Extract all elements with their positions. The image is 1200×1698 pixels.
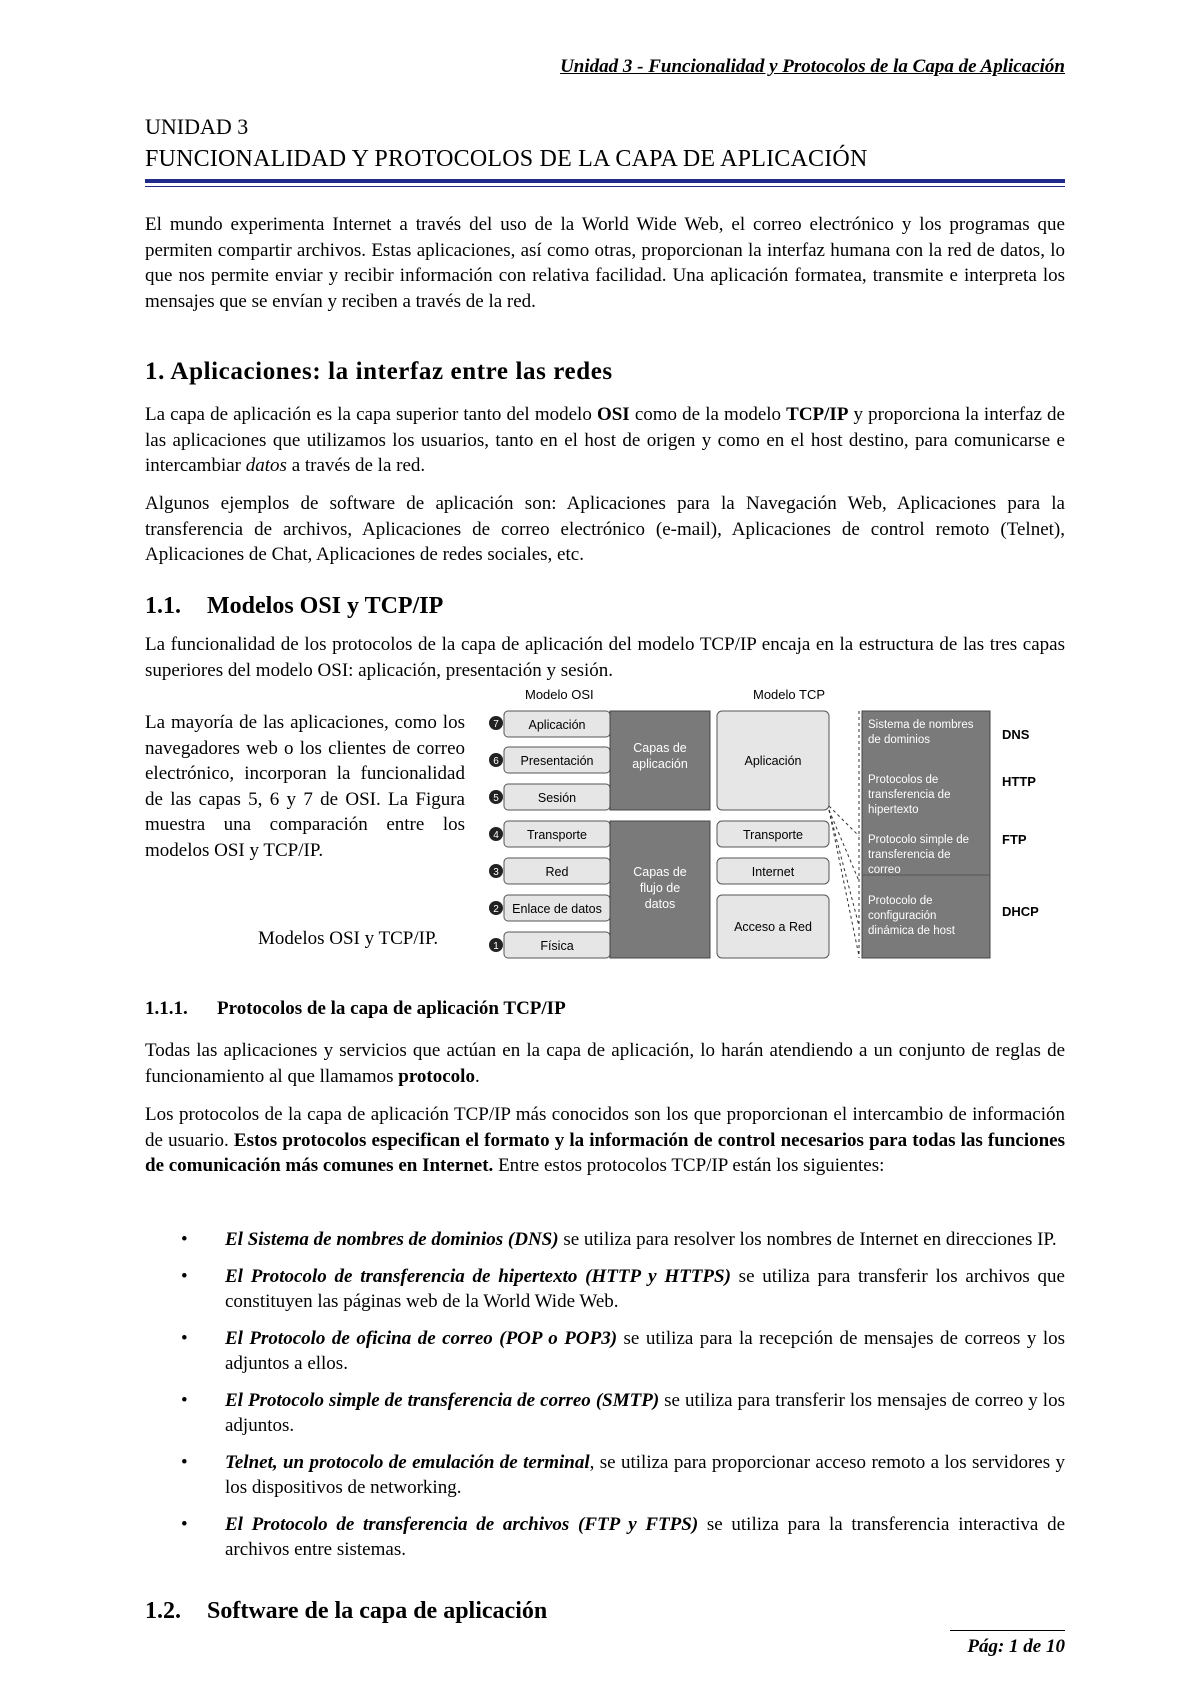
layer-number: 1 (493, 941, 499, 952)
section-1-1-paragraph: La funcionalidad de los protocolos de la capa de aplicación del modelo TCP/IP encaja en la estructura de las tres capas superiores del modelo OSI: aplicación, presentación y sesión. (145, 634, 1065, 681)
footer-rule (950, 1630, 1065, 1631)
osi-model-title: Modelo OSI (525, 687, 594, 702)
tcp-layer-transport: Transporte (743, 828, 803, 842)
desc-text: Protocolos de (868, 774, 939, 786)
tcp-layer-application: Aplicación (744, 754, 802, 768)
section-title: Protocolos de la capa de aplicación TCP/IP (217, 998, 566, 1019)
section-1-paragraph-1 (145, 402, 1065, 479)
layer-name: Aplicación (528, 718, 586, 732)
osi-term: OSI (596, 404, 630, 425)
tcp-model-title: Modelo TCP (753, 687, 826, 702)
protocol-abbr-dhcp: DHCP (1002, 904, 1039, 919)
text: . (474, 1065, 480, 1087)
protocolo-term: protocolo (398, 1065, 475, 1087)
text: a través de la red. (286, 455, 426, 476)
layer-number: 6 (493, 756, 499, 767)
osi-layer-1 (489, 932, 610, 958)
protocol-list (145, 1227, 1065, 1574)
bullet-icon: • (181, 1513, 188, 1535)
section-title: Modelos OSI y TCP/IP (207, 593, 444, 619)
text: y proporciona la interfaz de las aplicaciones que utilizamos los usuarios, tanto en el host de origen y como en el host destino, para comunicarse e intercambiar (145, 404, 1065, 476)
section-1-1-1-heading (145, 998, 1065, 1020)
protocol-name: El Protocolo de transferencia de archivos (FTP y FTPS) (225, 1513, 699, 1535)
app-layers-text: Capas de (633, 741, 687, 755)
layer-name: Enlace de datos (512, 902, 602, 916)
connector-lines (829, 711, 859, 958)
layer-number: 5 (493, 793, 499, 804)
osi-layer-7 (489, 711, 610, 737)
label-line: correo (868, 864, 901, 876)
osi-layer-5 (489, 784, 610, 810)
text: La capa de aplicación es la capa superior tanto del modelo (145, 404, 597, 425)
section-number: 1.1.1. (145, 998, 188, 1019)
unit-title: FUNCIONALIDAD Y PROTOCOLOS DE LA CAPA DE APLICACIÓN (145, 146, 868, 172)
tcp-layer-network-access: Acceso a Red (734, 920, 812, 934)
tcpip-term: TCP/IP (786, 404, 849, 425)
desc-text: Protocolo simple de (868, 834, 969, 846)
protocol-name: El Sistema de nombres de dominios (DNS) (225, 1229, 559, 1250)
section-title: Software de la capa de aplicación (207, 1598, 548, 1624)
bullet-icon: • (181, 1389, 188, 1411)
section-1-1-heading (145, 593, 1065, 620)
protocol-name: Telnet, un protocolo de emulación de terminal (225, 1451, 590, 1473)
label-line: aplicación (632, 757, 688, 771)
protocol-text: se utiliza para la recepción de mensajes de correos y los adjuntos a ellos. (225, 1327, 1065, 1374)
osi-layer-4 (489, 821, 610, 847)
protocol-name: El Protocolo simple de transferencia de correo (SMTP) (225, 1389, 660, 1411)
text: Los protocolos de la capa de aplicación TCP/IP más conocidos son los que proporcionan el intercambio de información de usuario. (145, 1104, 1065, 1151)
section-1-1-1-paragraph-1 (145, 1038, 1065, 1089)
label-line: hipertexto (868, 804, 919, 816)
protocol-text: se utiliza para transferir los archivos que constituyen las páginas web de la World Wide Web. (225, 1265, 1065, 1312)
list-item (145, 1326, 1065, 1377)
osi-layers (489, 711, 610, 958)
section-1-1-1-paragraph-2 (145, 1102, 1065, 1179)
label-line: transferencia de (868, 789, 951, 801)
datos-term: datos (245, 455, 287, 476)
tcp-layer-internet: Internet (751, 865, 795, 879)
unit-label: UNIDAD 3 (145, 114, 249, 139)
list-item (145, 1227, 1065, 1253)
layer-number: 2 (493, 904, 499, 915)
protocol-abbr-ftp: FTP (1002, 832, 1027, 847)
layer-name: Presentación (520, 754, 594, 768)
protocol-text: se utiliza para la transferencia interactiva de archivos entre sistemas. (225, 1513, 1065, 1560)
page-number: Pág: 1 de 10 (967, 1636, 1065, 1657)
layer-name: Sesión (537, 791, 577, 805)
desc-text: Protocolo de (868, 895, 933, 907)
bullet-icon: • (181, 1327, 188, 1349)
section-number: 1.2. (145, 1598, 181, 1624)
osi-layer-3 (489, 858, 610, 884)
tcp-layers (717, 711, 829, 958)
layer-number: 7 (493, 719, 499, 730)
bold-text: Estos protocolos especifican el formato y la información de control necesarios para todas las funciones de comunicación más comunes en Internet. (145, 1129, 1065, 1176)
layer-number: 4 (493, 830, 499, 841)
protocol-name: El Protocolo de transferencia de hipertexto (HTTP y HTTPS) (225, 1265, 731, 1287)
protocol-name: El Protocolo de oficina de correo (POP o POP3) (225, 1327, 618, 1349)
bullet-icon: • (181, 1451, 188, 1473)
bullet-icon: • (181, 1265, 188, 1287)
title-rule-thin (145, 186, 1065, 187)
label-line: datos (644, 897, 676, 911)
protocol-text: , se utiliza para proporcionar acceso remoto a los servidores y los dispositivos de networking. (225, 1451, 1065, 1498)
intro-paragraph: El mundo experimenta Internet a través del uso de la World Wide Web, el correo electrónico y los programas que permiten compartir archivos. Estas aplicaciones, así como otras, proporcionan la interfaz humana con la red de datos, lo que nos permite enviar y recibir información con relativa facilidad. Una aplicación formatea, transmite e interpreta los mensajes que se envían y reciben a través de la red. (145, 214, 1065, 312)
figure-side-text: La mayoría de las aplicaciones, como los navegadores web o los clientes de correo electrónico, incorporan la funcionalidad de las capas 5, 6 y 7 de OSI. La Figura muestra una comparación entre los modelos OSI y TCP/IP. (145, 712, 465, 861)
label-line: transferencia de (868, 849, 951, 861)
section-1-paragraph-2: Algunos ejemplos de software de aplicación son: Aplicaciones para la Navegación Web, Aplicaciones para la transferencia de archivos, Aplicaciones de correo electrónico (e-mail), Aplicaciones de control remoto (Telnet), Aplicaciones de Chat, Aplicaciones de redes sociales, etc. (145, 493, 1065, 565)
figure-caption: Modelos OSI y TCP/IP. (258, 928, 439, 949)
protocol-abbr-http: HTTP (1002, 774, 1036, 789)
title-rule-thick (145, 179, 1065, 183)
layer-name: Física (540, 939, 574, 953)
text: como de la modelo (629, 404, 787, 425)
protocol-abbr-dns: DNS (1002, 727, 1030, 742)
section-number: 1.1. (145, 593, 181, 619)
list-item (145, 1264, 1065, 1315)
list-item (145, 1512, 1065, 1563)
list-item (145, 1450, 1065, 1501)
text: Todas las aplicaciones y servicios que actúan en la capa de aplicación, lo harán atendiendo a un conjunto de reglas de funcionamiento al que llamamos (145, 1040, 1065, 1087)
osi-tcp-figure (485, 686, 1055, 966)
text: Entre estos protocolos TCP/IP están los siguientes: (493, 1155, 885, 1176)
protocol-abbreviations (1002, 727, 1039, 919)
layer-number: 3 (493, 867, 499, 878)
flow-layers-text: Capas de (633, 865, 687, 879)
label-line: configuración (868, 910, 937, 922)
label-line: dinámica de host (868, 925, 955, 937)
osi-layer-6 (489, 747, 610, 773)
protocol-text: se utiliza para transferir los mensajes de correo y los adjuntos. (225, 1389, 1065, 1436)
list-item (145, 1388, 1065, 1439)
layer-name: Red (545, 865, 569, 879)
layer-name: Transporte (527, 828, 587, 842)
section-1-2-heading (145, 1598, 1065, 1625)
protocol-text: se utiliza para resolver los nombres de Internet en direcciones IP. (558, 1229, 1057, 1250)
section-1-heading: 1. Aplicaciones: la interfaz entre las redes (145, 358, 613, 385)
bullet-icon: • (181, 1229, 188, 1250)
osi-layer-2 (489, 895, 610, 921)
label-line: de dominios (868, 734, 931, 746)
running-header: Unidad 3 - Funcionalidad y Protocolos de la Capa de Aplicación (560, 56, 1065, 77)
label-line: flujo de (639, 881, 681, 895)
desc-text: Sistema de nombres (868, 719, 974, 731)
